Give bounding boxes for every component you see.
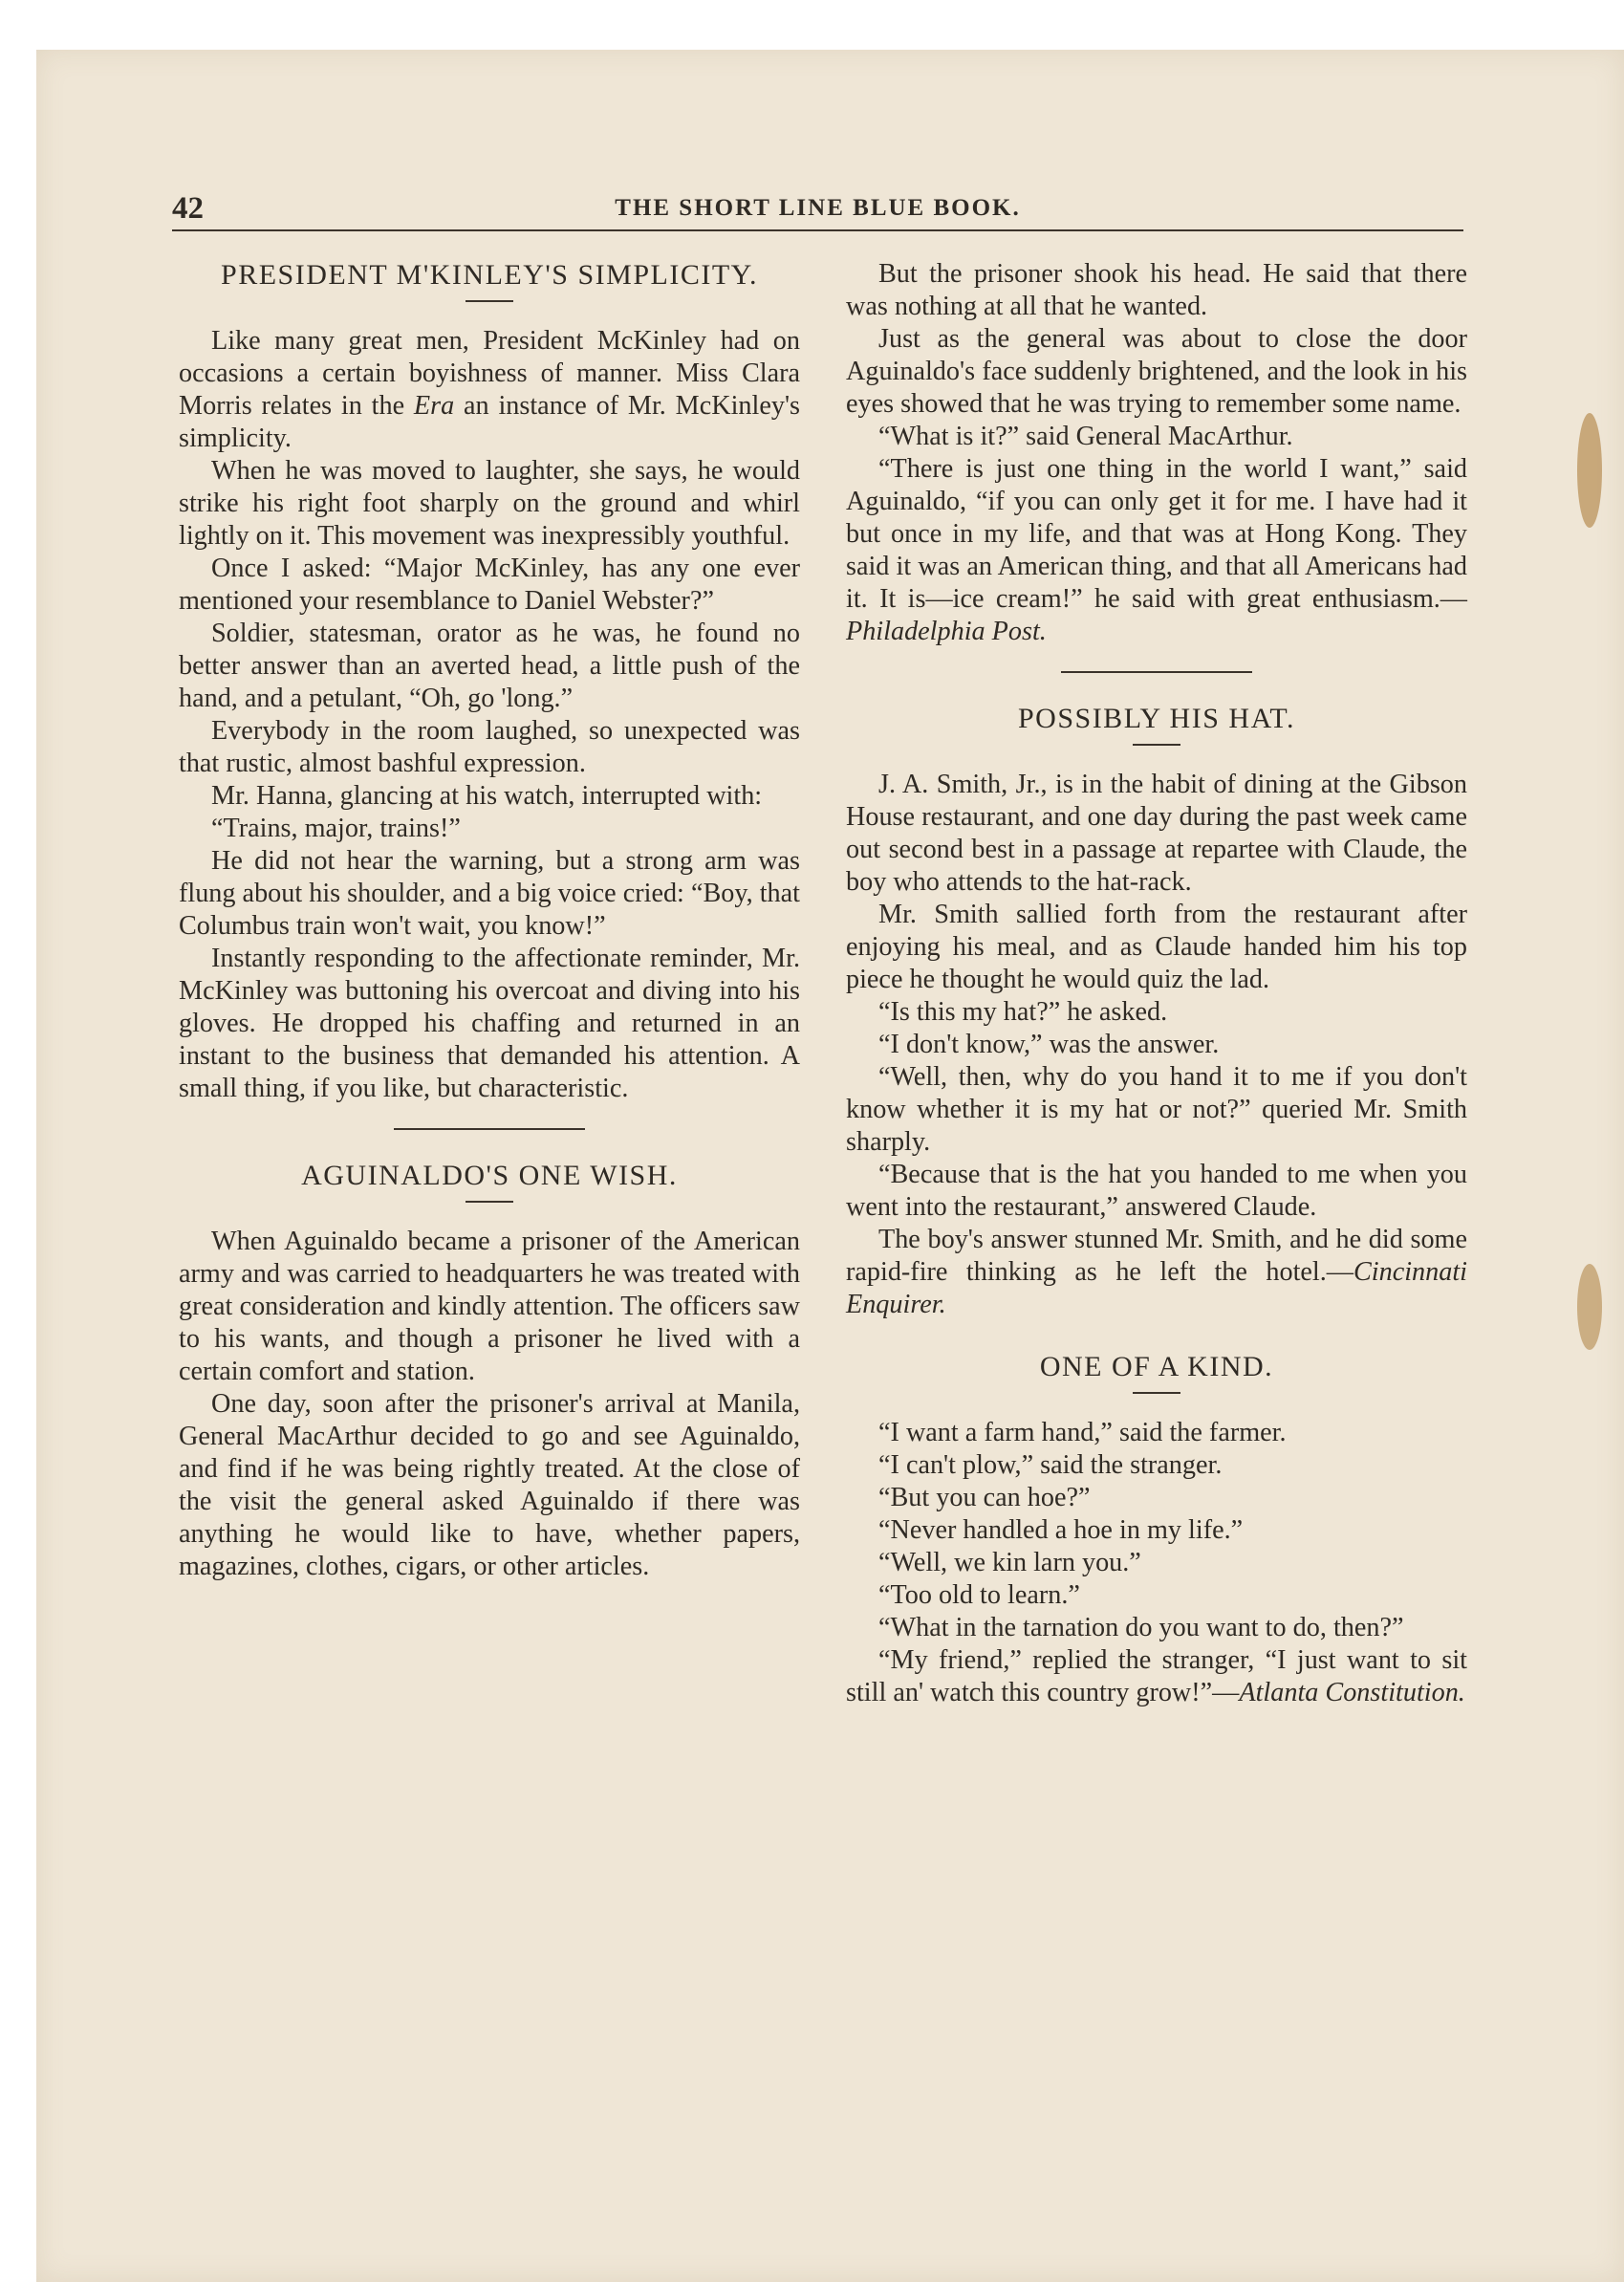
paragraph: “I want a farm hand,” said the farmer.: [878, 1418, 1287, 1447]
paragraph: “I can't plow,” said the stranger.: [878, 1450, 1223, 1480]
paragraph: “Is this my hat?” he asked.: [878, 997, 1168, 1027]
source-credit: Philadelphia Post.: [846, 617, 1047, 646]
paragraph: “But you can hoe?”: [878, 1483, 1091, 1512]
article-aguinaldo: [179, 1159, 800, 1583]
paragraph: Soldier, statesman, orator as he was, he found no better answer than an averted head, a little push of the hand, and a petulant, “Oh, go 'long.”: [179, 619, 800, 713]
article-mckinley: [179, 258, 800, 1105]
page-header: [172, 191, 1463, 231]
paragraph: But the prisoner shook his head. He said that there was nothing at all that he wanted.: [846, 259, 1467, 321]
paragraph: J. A. Smith, Jr., is in the habit of dining at the Gibson House restaurant, and one day during the past week came out second best in a passage at repartee with Claude, the boy who attends to the hat-rack.: [846, 770, 1467, 897]
paragraph: The boy's answer stunned Mr. Smith, and he did some rapid-fire thinking as he left the hotel.—Cincinnati Enquirer.: [846, 1225, 1467, 1319]
stain-mark: [1577, 413, 1602, 528]
paragraph: He did not hear the warning, but a strong arm was flung about his shoulder, and a big voice cried: “Boy, that Columbus train won't wait, you know!”: [179, 846, 800, 941]
article-one-of-a-kind: [846, 1350, 1467, 1709]
paragraph: “Never handled a hoe in my life.”: [878, 1515, 1244, 1545]
paragraph: Instantly responding to the affectionate reminder, Mr. McKinley was buttoning his overcoat and diving into his gloves. He dropped his chaffing and returned in an instant to the business that demanded his attention. A small thing, if you like, but characteristic.: [179, 944, 800, 1103]
paragraph: Just as the general was about to close the door Aguinaldo's face suddenly brightened, and the look in his eyes showed that he was trying to remember some name.: [846, 324, 1467, 419]
paragraph: “There is just one thing in the world I want,” said Aguinaldo, “if you can only get it for me. I have had it but once in my life, and that was at Hong Kong. They said it was an American thing, and that all Americans had it. It is—ice cream!” he said with great enthusiasm.—Philadelphia Post.: [846, 454, 1467, 646]
paragraph: Everybody in the room laughed, so unexpected was that rustic, almost bashful expression.: [179, 716, 800, 778]
paragraph: When he was moved to laughter, she says, he would strike his right foot sharply on the ground and whirl lightly on it. This movement was inexpressibly youthful.: [179, 456, 800, 551]
section-divider: [1061, 671, 1252, 673]
title-rule: [466, 300, 513, 302]
paragraph: Mr. Hanna, glancing at his watch, interrupted with:: [211, 781, 763, 811]
title-rule: [1133, 1392, 1180, 1394]
paragraph: “Well, we kin larn you.”: [878, 1548, 1141, 1577]
paragraph: Mr. Smith sallied forth from the restaurant after enjoying his meal, and as Claude handed him his top piece he thought he would quiz the lad.: [846, 900, 1467, 994]
left-column: [179, 258, 800, 1583]
source-credit: Cincinnati Enquirer.: [846, 1257, 1467, 1319]
paragraph: “Well, then, why do you hand it to me if you don't know whether it is my hat or not?” queried Mr. Smith sharply.: [846, 1062, 1467, 1157]
article-hat: [846, 702, 1467, 1321]
right-column: [846, 258, 1467, 1709]
running-head: THE SHORT LINE BLUE BOOK.: [615, 195, 1021, 221]
article-aguinaldo-continued: [846, 258, 1467, 648]
paragraph: “Too old to learn.”: [878, 1580, 1080, 1610]
paragraph: “I don't know,” was the answer.: [878, 1030, 1220, 1059]
paragraph: “What in the tarnation do you want to do, then?”: [878, 1613, 1404, 1642]
paragraph: “My friend,” replied the stranger, “I just want to sit still an' watch this country grow!”—Atlanta Constitution.: [846, 1645, 1467, 1707]
paragraph: When Aguinaldo became a prisoner of the American army and was carried to headquarters he was treated with great consideration and kindly attention. The officers saw to his wants, and though a prisoner he lived with a certain comfort and station.: [179, 1227, 800, 1386]
paragraph: “What is it?” said General MacArthur.: [878, 422, 1293, 451]
article-title: POSSIBLY HIS HAT.: [1017, 703, 1296, 734]
paragraph: Like many great men, President McKinley had on occasions a certain boyishness of manner. Miss Clara Morris relates in the Era an instance of Mr. McKinley's simplicity.: [179, 326, 801, 453]
stain-mark: [1577, 1264, 1602, 1350]
source-credit: Atlanta Constitution.: [1239, 1678, 1465, 1707]
paragraph: “Trains, major, trains!”: [211, 814, 461, 843]
section-divider: [394, 1128, 585, 1130]
paragraph: “Because that is the hat you handed to me when you went into the restaurant,” answered Claude.: [846, 1160, 1467, 1222]
article-title: PRESIDENT M'KINLEY'S SIMPLICITY.: [221, 259, 758, 291]
page-number: 42: [172, 191, 204, 226]
title-rule: [466, 1201, 513, 1203]
paragraph: Once I asked: “Major McKinley, has any one ever mentioned your resemblance to Daniel Webster?”: [179, 554, 800, 616]
article-title: AGUINALDO'S ONE WISH.: [301, 1160, 678, 1191]
title-rule: [1133, 744, 1180, 746]
article-title: ONE OF A KIND.: [1039, 1351, 1274, 1382]
paragraph: One day, soon after the prisoner's arrival at Manila, General MacArthur decided to go and see Aguinaldo, and find if he was being rightly treated. At the close of the visit the general asked Aguinaldo if there was anything he would like to have, whether papers, magazines, clothes, cigars, or other articles.: [179, 1389, 800, 1581]
